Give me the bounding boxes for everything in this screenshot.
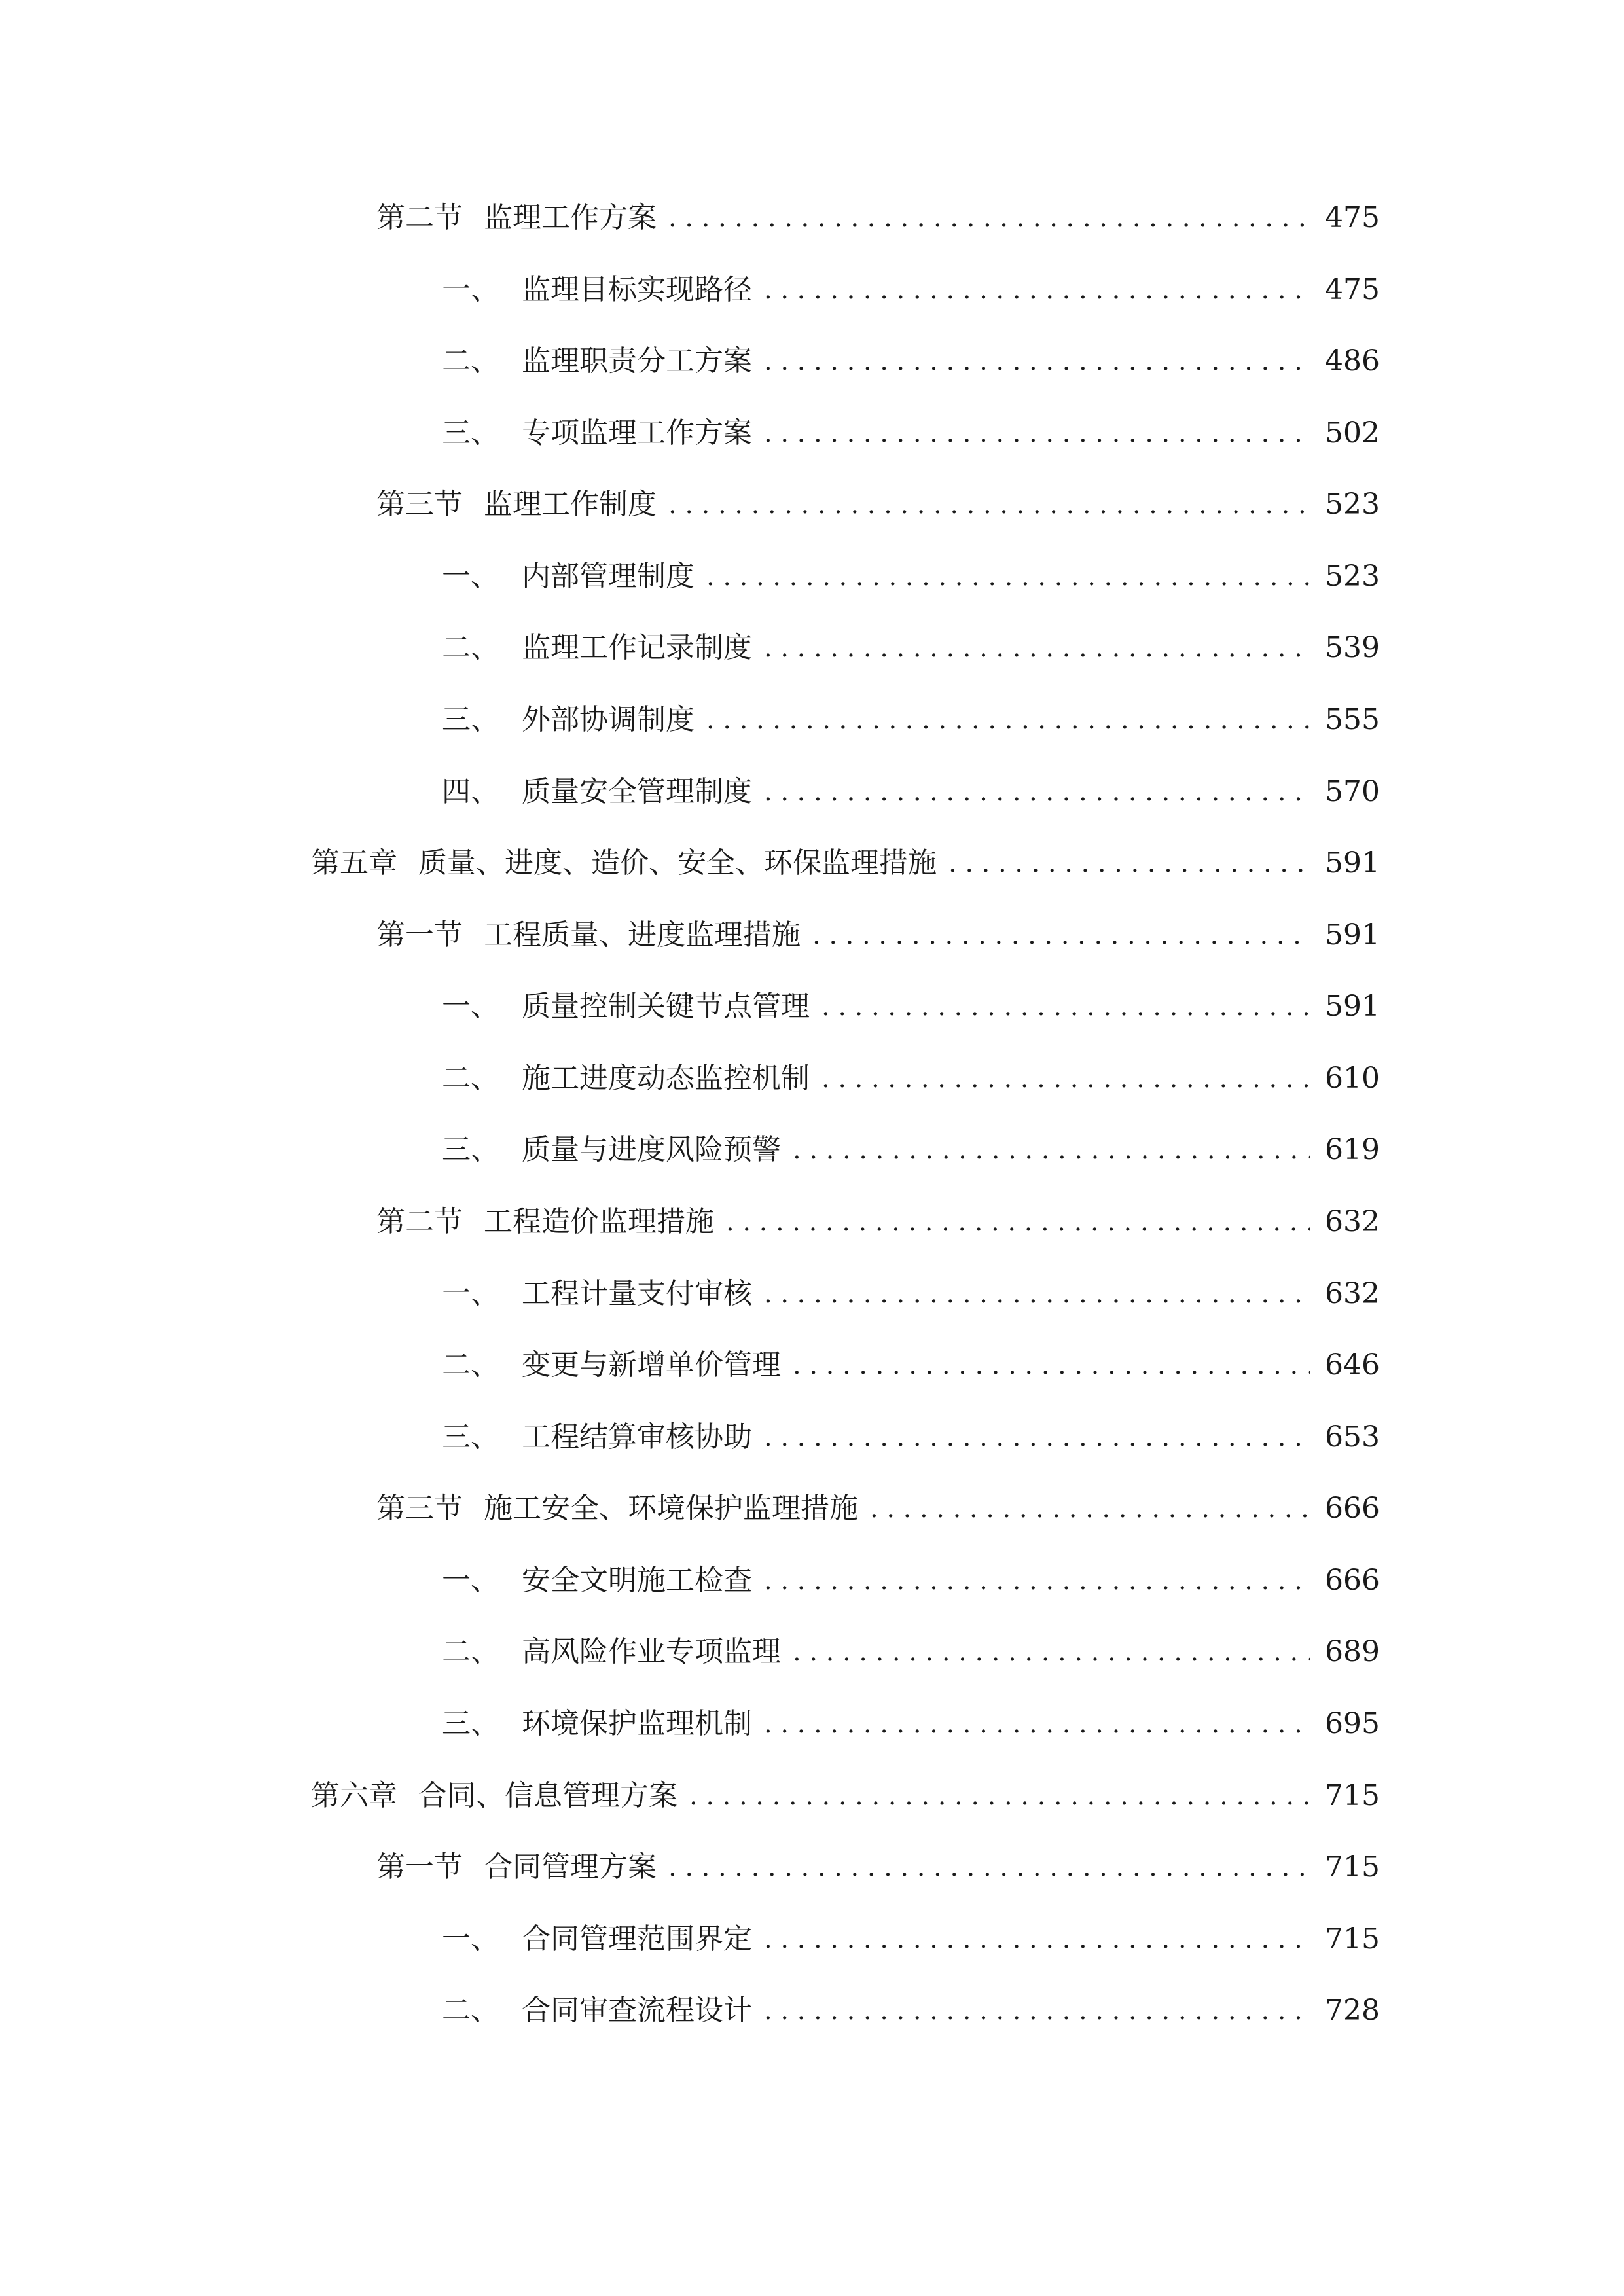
toc-entry[interactable] [442,1271,1380,1317]
toc-entry-number: 三、 [442,1133,499,1166]
dot-leader [793,1127,1310,1173]
toc-entry-title: 监理工作记录制度 [522,631,752,664]
dot-leader [764,267,1310,313]
dot-leader [764,338,1310,384]
toc-entry-number: 第二节 [376,201,463,234]
toc-entry-page: 632 [1325,1205,1380,1238]
toc-entry-number: 二、 [442,1994,499,2027]
toc-entry-page: 591 [1325,918,1380,952]
toc-entry-number: 三、 [442,416,499,450]
toc-entry-title: 施工安全、环境保护监理措施 [484,1492,858,1525]
toc-entry[interactable] [442,1988,1380,2034]
toc-entry-title: 工程造价监理措施 [484,1205,714,1238]
toc-entry-page: 610 [1325,1062,1380,1095]
toc-entry[interactable] [442,1414,1380,1460]
toc-entry-number: 一、 [442,990,499,1023]
toc-entry-page: 728 [1325,1994,1380,2027]
toc-entry[interactable] [311,1773,1380,1819]
toc-entry-number: 第二节 [376,1205,463,1238]
dot-leader [764,1558,1310,1604]
dot-leader [764,1916,1310,1962]
toc-entry-page: 632 [1325,1277,1380,1310]
dot-leader [764,1414,1310,1460]
toc-entry-title: 施工进度动态监控机制 [522,1062,810,1095]
toc-entry-number: 第一节 [376,918,463,952]
toc-entry[interactable] [376,195,1380,241]
toc-entry-number: 三、 [442,1420,499,1454]
toc-entry-number: 三、 [442,1707,499,1740]
toc-entry-page: 523 [1325,488,1380,521]
toc-entry-title: 安全文明施工检查 [522,1564,752,1597]
toc-entry[interactable] [376,482,1380,528]
toc-entry-number: 第五章 [311,846,397,880]
dot-leader [821,1056,1310,1102]
toc-entry[interactable] [442,1558,1380,1604]
toc-entry[interactable] [376,912,1380,958]
dot-leader [764,769,1310,815]
dot-leader [821,984,1310,1030]
toc-entry-page: 475 [1325,273,1380,306]
toc-entry-title: 外部协调制度 [522,703,695,736]
toc-entry-title: 工程质量、进度监理措施 [484,918,801,952]
toc-entry-page: 486 [1325,344,1380,378]
toc-entry-page: 646 [1325,1348,1380,1382]
toc-entry-title: 环境保护监理机制 [522,1707,752,1740]
toc-entry-title: 监理工作制度 [484,488,657,521]
toc-entry[interactable] [442,697,1380,743]
toc-entry-title: 质量、进度、造价、安全、环保监理措施 [418,846,937,880]
toc-entry-page: 689 [1325,1635,1380,1668]
toc-entry-number: 二、 [442,344,499,378]
toc-entry[interactable] [442,1342,1380,1388]
toc-entry-number: 第三节 [376,1492,463,1525]
toc-entry-title: 监理职责分工方案 [522,344,752,378]
toc-entry-number: 二、 [442,1635,499,1668]
toc-entry-number: 二、 [442,631,499,664]
toc-entry[interactable] [442,410,1380,456]
toc-entry[interactable] [442,554,1380,600]
dot-leader [870,1486,1310,1532]
toc-entry-page: 695 [1325,1707,1380,1740]
toc-entry-number: 一、 [442,1922,499,1956]
toc-entry[interactable] [442,1629,1380,1675]
toc-entry[interactable] [442,267,1380,313]
toc-entry-page: 555 [1325,703,1380,736]
toc-entry-title: 质量与进度风险预警 [522,1133,781,1166]
toc-entry[interactable] [442,625,1380,671]
toc-entry-number: 第一节 [376,1850,463,1884]
dot-leader [726,1199,1310,1245]
toc-entry-page: 591 [1325,990,1380,1023]
toc-entry-number: 第六章 [311,1779,397,1812]
dot-leader [948,840,1310,886]
toc-entry[interactable] [376,1199,1380,1245]
dot-leader [764,1271,1310,1317]
toc-entry-page: 570 [1325,775,1380,808]
toc-entry-title: 质量安全管理制度 [522,775,752,808]
toc-entry[interactable] [376,1844,1380,1890]
toc-entry-title: 工程结算审核协助 [522,1420,752,1454]
toc-entry-title: 监理工作方案 [484,201,657,234]
toc-entry-page: 523 [1325,560,1380,593]
toc-entry-page: 475 [1325,201,1380,234]
toc-entry-number: 一、 [442,1277,499,1310]
toc-entry-number: 二、 [442,1062,499,1095]
toc-entry-page: 591 [1325,846,1380,880]
dot-leader [668,195,1310,241]
toc-entry[interactable] [442,1127,1380,1173]
dot-leader [706,697,1310,743]
dot-leader [764,1988,1310,2034]
toc-entry-number: 一、 [442,1564,499,1597]
toc-entry-page: 653 [1325,1420,1380,1454]
toc-entry[interactable] [442,984,1380,1030]
dot-leader [812,912,1310,958]
toc-entry-page: 619 [1325,1133,1380,1166]
toc-entry-page: 666 [1325,1564,1380,1597]
toc-entry-title: 内部管理制度 [522,560,695,593]
toc-entry-page: 715 [1325,1922,1380,1956]
toc-entry-page: 715 [1325,1850,1380,1884]
toc-entry-number: 一、 [442,273,499,306]
toc-entry-title: 合同审查流程设计 [522,1994,752,2027]
toc-entry-page: 666 [1325,1492,1380,1525]
dot-leader [793,1629,1310,1675]
toc-entry-title: 高风险作业专项监理 [522,1635,781,1668]
toc-entry[interactable] [442,338,1380,384]
toc-entry-title: 变更与新增单价管理 [522,1348,781,1382]
toc-entry-page: 502 [1325,416,1380,450]
toc-entry[interactable] [376,1486,1380,1532]
toc-entry-page: 715 [1325,1779,1380,1812]
toc-entry[interactable] [442,769,1380,815]
toc-entry-number: 四、 [442,775,499,808]
toc-entry-title: 质量控制关键节点管理 [522,990,810,1023]
toc-entry-number: 三、 [442,703,499,736]
toc-entry-title: 合同管理范围界定 [522,1922,752,1956]
toc-entry[interactable] [311,840,1380,886]
dot-leader [668,1844,1310,1890]
dot-leader [668,482,1310,528]
toc-entry[interactable] [442,1056,1380,1102]
toc-entry-number: 一、 [442,560,499,593]
toc-entry-page: 539 [1325,631,1380,664]
toc-entry-title: 合同、信息管理方案 [418,1779,677,1812]
toc-entry-title: 监理目标实现路径 [522,273,752,306]
toc-entry-title: 工程计量支付审核 [522,1277,752,1310]
dot-leader [689,1773,1310,1819]
toc-entry-number: 第三节 [376,488,463,521]
dot-leader [706,554,1310,600]
toc-entry-title: 专项监理工作方案 [522,416,752,450]
dot-leader [764,1701,1310,1747]
dot-leader [764,625,1310,671]
dot-leader [793,1342,1310,1388]
toc-entry[interactable] [442,1916,1380,1962]
toc-entry[interactable] [442,1701,1380,1747]
toc-entry-number: 二、 [442,1348,499,1382]
toc-entry-title: 合同管理方案 [484,1850,657,1884]
dot-leader [764,410,1310,456]
